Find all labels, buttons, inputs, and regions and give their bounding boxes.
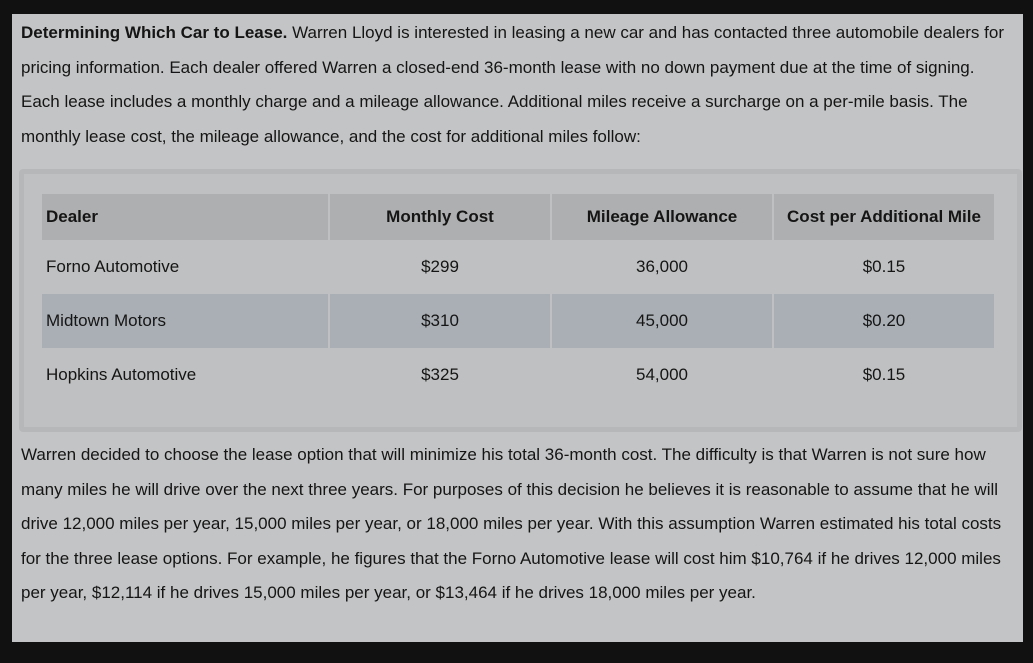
table-row	[42, 348, 994, 402]
header-mileage-allowance: Mileage Allowance	[552, 194, 772, 240]
problem-title: Determining Which Car to Lease.	[21, 23, 288, 42]
cell-cost-per-additional-mile: $0.20	[774, 294, 994, 348]
intro-text: Warren Lloyd is interested in leasing a new car and has contacted three automobile dealers for pricing information. Each dealer offered Warren a closed-end 36-month lease with no down payment due at the time of signing. Each lease includes a monthly charge and a mileage allowance. Additional miles receive a surcharge on a per-mile basis. The monthly lease cost, the mileage allowance, and the cost for additional miles follow:	[21, 23, 1004, 146]
cell-mileage-allowance: 45,000	[552, 294, 772, 348]
table-row	[42, 240, 994, 294]
table-row	[42, 294, 994, 348]
cell-mileage-allowance: 54,000	[636, 365, 688, 384]
cell-cost-per-additional-mile: $0.15	[862, 257, 906, 276]
outro-paragraph: Warren decided to choose the lease option that will minimize his total 36-month cost. The difficulty is that Warren is not sure how many miles he will drive over the next three years. For purposes of this decision he believes it is reasonable to assume that he will drive 12,000 miles per year, 15,000 miles per year, or 18,000 miles per year. With this assumption Warren estimated his total costs for the three lease options. For example, he figures that the Forno Automotive lease will cost him $10,764 if he drives 12,000 miles per year, $12,114 if he drives 15,000 miles per year, or $13,464 if he drives 18,000 miles per year.	[21, 445, 1002, 602]
cell-dealer: Midtown Motors	[42, 294, 328, 348]
problem-page	[12, 14, 1023, 642]
table-header-row	[42, 194, 994, 240]
cell-monthly-cost: $310	[330, 294, 550, 348]
cell-mileage-allowance: 36,000	[636, 257, 688, 276]
intro-paragraph	[21, 16, 1016, 154]
cell-monthly-cost: $325	[421, 365, 459, 384]
header-monthly-cost: Monthly Cost	[330, 194, 550, 240]
cell-dealer: Forno Automotive	[46, 257, 180, 276]
lease-table	[40, 194, 996, 402]
cell-monthly-cost: $299	[421, 257, 459, 276]
lease-table-panel	[19, 169, 1022, 432]
header-cost-per-additional-mile: Cost per Additional Mile	[774, 194, 994, 240]
cell-cost-per-additional-mile: $0.15	[862, 365, 906, 384]
cell-dealer: Hopkins Automotive	[46, 365, 197, 384]
header-dealer: Dealer	[42, 194, 328, 240]
